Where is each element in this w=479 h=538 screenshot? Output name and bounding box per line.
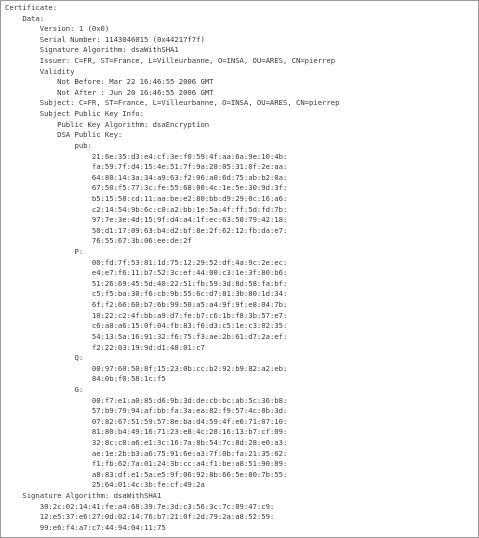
certificate-line: [5, 45, 339, 56]
certificate-line-text: fa:59:7f:d4:15:4e:51:7f:9a:28:05:31:0f:2e:aa:: [91, 162, 288, 172]
certificate-line-text: Signature Algorithm: dsaWithSHA1: [39, 45, 179, 55]
certificate-line-text: P:: [74, 247, 84, 257]
certificate-line: [5, 438, 339, 449]
line-indent: [5, 268, 92, 277]
certificate-line: [5, 311, 339, 322]
line-indent: [5, 289, 92, 298]
line-indent: [5, 215, 92, 224]
certificate-line: [5, 396, 339, 407]
certificate-line: [5, 226, 339, 237]
certificate-line: [5, 480, 339, 491]
certificate-line-text: 97:7e:3e:4d:15:9f:d4:a4:1f:ec:63:50:79:42:18:: [91, 215, 288, 225]
line-indent: [5, 24, 40, 33]
certificate-line: [5, 67, 339, 78]
line-indent: [5, 406, 92, 415]
certificate-line: [5, 268, 339, 279]
certificate-line: [5, 88, 339, 99]
certificate-line: [5, 406, 339, 417]
certificate-line: [5, 353, 339, 364]
line-indent: [5, 258, 92, 267]
certificate-line-text: c6:a8:a6:15:0f:04:fb:83:f6:d3:c5:1e:c3:02:35:: [91, 321, 288, 331]
certificate-line: [5, 343, 339, 354]
certificate-line-text: 51:26:69:45:5d:40:22:51:fb:59:3d:8d:58:fa:bf:: [91, 278, 288, 288]
certificate-line: [5, 183, 339, 194]
certificate-line: [5, 417, 339, 428]
line-indent: [5, 226, 92, 235]
line-indent: [5, 109, 40, 118]
certificate-line-text: a8:83:df:e1:5a:e5:9f:06:92:8b:66:5e:80:7b:55:: [91, 469, 288, 479]
line-indent: [5, 236, 92, 245]
certificate-line-text: 67:50:f5:77:3c:fe:55:68:00:4c:1e:5e:30:9d:3f:: [91, 183, 288, 193]
line-indent: [5, 502, 40, 511]
certificate-line: [5, 427, 339, 438]
certificate-line: [5, 459, 339, 470]
line-indent: [5, 88, 57, 97]
certificate-line-text: 10:22:c2:4f:bb:a9:d7:fe:b7:c6:1b:f8:3b:57:e7:: [91, 310, 288, 320]
certificate-line: [5, 332, 339, 343]
certificate-line: [5, 141, 339, 152]
line-indent: [5, 205, 92, 214]
line-indent: [5, 130, 57, 139]
certificate-line: [5, 321, 339, 332]
line-indent: [5, 173, 92, 182]
certificate-line-text: Issuer: C=FR, ST=France, L=Villeurbanne, O=INSA, OU=ARES, CN=pierrep: [39, 56, 336, 66]
line-indent: [5, 279, 92, 288]
certificate-line: [5, 152, 339, 163]
line-indent: [5, 480, 92, 489]
certificate-line: [5, 56, 339, 67]
certificate-line-text: ae:1e:2b:b3:a6:75:91:6e:a3:7f:0b:fa:21:35:62:: [91, 448, 288, 458]
certificate-line: [5, 385, 339, 396]
certificate-line-text: 00:97:60:50:8f:15:23:0b:cc:b2:92:b9:82:a2:eb:: [91, 363, 288, 373]
certificate-line-text: Not Before: Mar 22 16:46:55 2006 GMT: [57, 77, 214, 87]
line-indent: [5, 183, 92, 192]
certificate-line: [5, 120, 339, 131]
certificate-line: [5, 364, 339, 375]
certificate-text-block: [5, 3, 339, 533]
certificate-line-text: 57:b9:79:94:af:bb:fa:3a:ea:82:f9:57:4c:0b:3d:: [91, 406, 288, 416]
certificate-line: [5, 449, 339, 460]
certificate-line: [5, 3, 339, 14]
line-indent: [5, 491, 22, 500]
line-indent: [5, 353, 75, 362]
line-indent: [5, 459, 92, 468]
line-indent: [5, 98, 40, 107]
line-indent: [5, 396, 92, 405]
certificate-line-text: 12:e5:37:e6:27:0d:02:14:76:b7:21:0f:2d:79:2a:a8:52:59:: [39, 512, 275, 522]
line-indent: [5, 162, 92, 171]
certificate-line-text: 99:e6:f4:a7:c7:44:94:04:11:75: [39, 522, 166, 532]
line-indent: [5, 364, 92, 373]
certificate-line-text: 07:82:67:51:59:57:8e:ba:d4:59:4f:e6:71:07:10:: [91, 416, 288, 426]
certificate-line: [5, 205, 339, 216]
certificate-line: [5, 258, 339, 269]
certificate-line-text: Signature Algorithm: dsaWithSHA1: [22, 491, 162, 501]
certificate-line-text: Subject: C=FR, ST=France, L=Villeurbanne, O=INSA, OU=ARES, CN=pierrep: [39, 98, 340, 108]
certificate-line-text: G:: [74, 384, 84, 394]
certificate-line: [5, 523, 339, 534]
certificate-line-text: 84:0b:f0:58:1c:f5: [91, 374, 166, 384]
certificate-line-text: e4:e7:f6:11:b7:52:3c:ef:44:00:c3:1e:3f:80:b6:: [91, 268, 288, 278]
line-indent: [5, 427, 92, 436]
line-indent: [5, 321, 92, 330]
certificate-line-text: Serial Number: 1143046015 (0x44217f7f): [39, 34, 205, 44]
certificate-line: [5, 173, 339, 184]
certificate-line-text: 30:2c:02:14:41:fe:a4:68:39:7e:3d:c3:56:3c:7c:09:47:c9:: [39, 501, 275, 511]
line-indent: [5, 300, 92, 309]
certificate-line: [5, 279, 339, 290]
certificate-line: [5, 77, 339, 88]
line-indent: [5, 523, 40, 532]
line-indent: [5, 120, 57, 129]
certificate-line: [5, 130, 339, 141]
line-indent: [5, 470, 92, 479]
certificate-line: [5, 374, 339, 385]
line-indent: [5, 45, 40, 54]
certificate-line-text: Version: 1 (0x0): [39, 24, 110, 34]
certificate-line: [5, 162, 339, 173]
line-indent: [5, 77, 57, 86]
line-indent: [5, 247, 75, 256]
certificate-line-text: 32:8c:c8:a6:e1:3c:16:7a:8b:54:7c:8d:28:e0:a3:: [91, 437, 288, 447]
certificate-line: [5, 491, 339, 502]
certificate-line-text: Not After : Jun 20 16:46:55 2006 GMT: [57, 87, 214, 97]
line-indent: [5, 343, 92, 352]
line-indent: [5, 417, 92, 426]
certificate-line-text: pub:: [74, 140, 92, 150]
certificate-line-text: Public Key Algorithm: dsaEncryption: [57, 119, 210, 129]
certificate-line: [5, 98, 339, 109]
certificate-line-text: Subject Public Key Info:: [39, 109, 144, 119]
certificate-line-text: 64:80:14:3a:34:a9:63:f2:06:a0:6d:75:ab:b2:0a:: [91, 172, 288, 182]
certificate-line-text: 81:80:b4:49:16:71:23:e8:4c:28:16:13:b7:cf:09:: [91, 427, 288, 437]
certificate-line: [5, 24, 339, 35]
certificate-line: [5, 35, 339, 46]
certificate-line-text: 25:64:01:4c:3b:fe:cf:49:2a: [91, 480, 205, 490]
line-indent: [5, 56, 40, 65]
line-indent: [5, 374, 92, 383]
certificate-line: [5, 215, 339, 226]
line-indent: [5, 14, 22, 23]
certificate-line-text: 21:6e:35:d3:e4:cf:3e:f0:59:4f:aa:6a:9e:10:4b:: [91, 151, 288, 161]
certificate-line-text: Data:: [22, 13, 45, 23]
certificate-line: [5, 236, 339, 247]
certificate-line-text: Certificate:: [5, 3, 58, 12]
certificate-line: [5, 300, 339, 311]
line-indent: [5, 194, 92, 203]
line-indent: [5, 35, 40, 44]
certificate-line-text: DSA Public Key:: [57, 130, 123, 140]
certificate-line-text: f2:22:03:19:9d:d1:48:01:c7: [91, 342, 205, 352]
certificate-line: [5, 247, 339, 258]
certificate-line-text: 54:13:5a:16:91:32:f6:75:f3:ae:2b:61:d7:2a:ef:: [91, 331, 288, 341]
certificate-line: [5, 512, 339, 523]
certificate-line: [5, 194, 339, 205]
line-indent: [5, 141, 75, 150]
certificate-line: [5, 470, 339, 481]
certificate-line-text: 00:fd:7f:53:81:1d:75:12:29:52:df:4a:9c:2e:ec:: [91, 257, 288, 267]
line-indent: [5, 438, 92, 447]
line-indent: [5, 385, 75, 394]
line-indent: [5, 152, 92, 161]
certificate-line-text: b5:15:58:cd:11:aa:be:e2:80:bb:d9:29:0c:16:a6:: [91, 193, 288, 203]
certificate-line: [5, 502, 339, 513]
certificate-line-text: c2:14:54:9b:6c:c0:a2:bb:1e:5a:4f:ff:5d:fd:7b:: [91, 204, 288, 214]
line-indent: [5, 449, 92, 458]
certificate-line-text: f1:fb:62:7a:01:24:3b:cc:a4:f1:be:a8:51:90:89:: [91, 459, 288, 469]
certificate-line-text: 00:f7:e1:a0:85:d6:9b:3d:de:cb:bc:ab:5c:36:b8:: [91, 395, 288, 405]
line-indent: [5, 67, 40, 76]
certificate-line-text: Q:: [74, 353, 84, 363]
certificate-line: [5, 14, 339, 25]
line-indent: [5, 512, 40, 521]
certificate-line: [5, 109, 339, 120]
line-indent: [5, 311, 92, 320]
certificate-line-text: 76:55:67:3b:06:ee:de:2f: [91, 236, 192, 246]
certificate-line-text: Validity: [39, 66, 75, 76]
certificate-line: [5, 289, 339, 300]
line-indent: [5, 332, 92, 341]
certificate-line-text: c5:f5:ba:30:f6:cb:9b:55:6c:d7:81:3b:80:1d:34:: [91, 289, 288, 299]
certificate-line-text: 6f:f2:66:60:b7:6b:99:50:a5:a4:9f:9f:e8:04:7b:: [91, 300, 288, 310]
certificate-line-text: 50:d1:17:09:63:b4:d2:bf:8e:2f:62:12:fb:da:e7:: [91, 225, 288, 235]
